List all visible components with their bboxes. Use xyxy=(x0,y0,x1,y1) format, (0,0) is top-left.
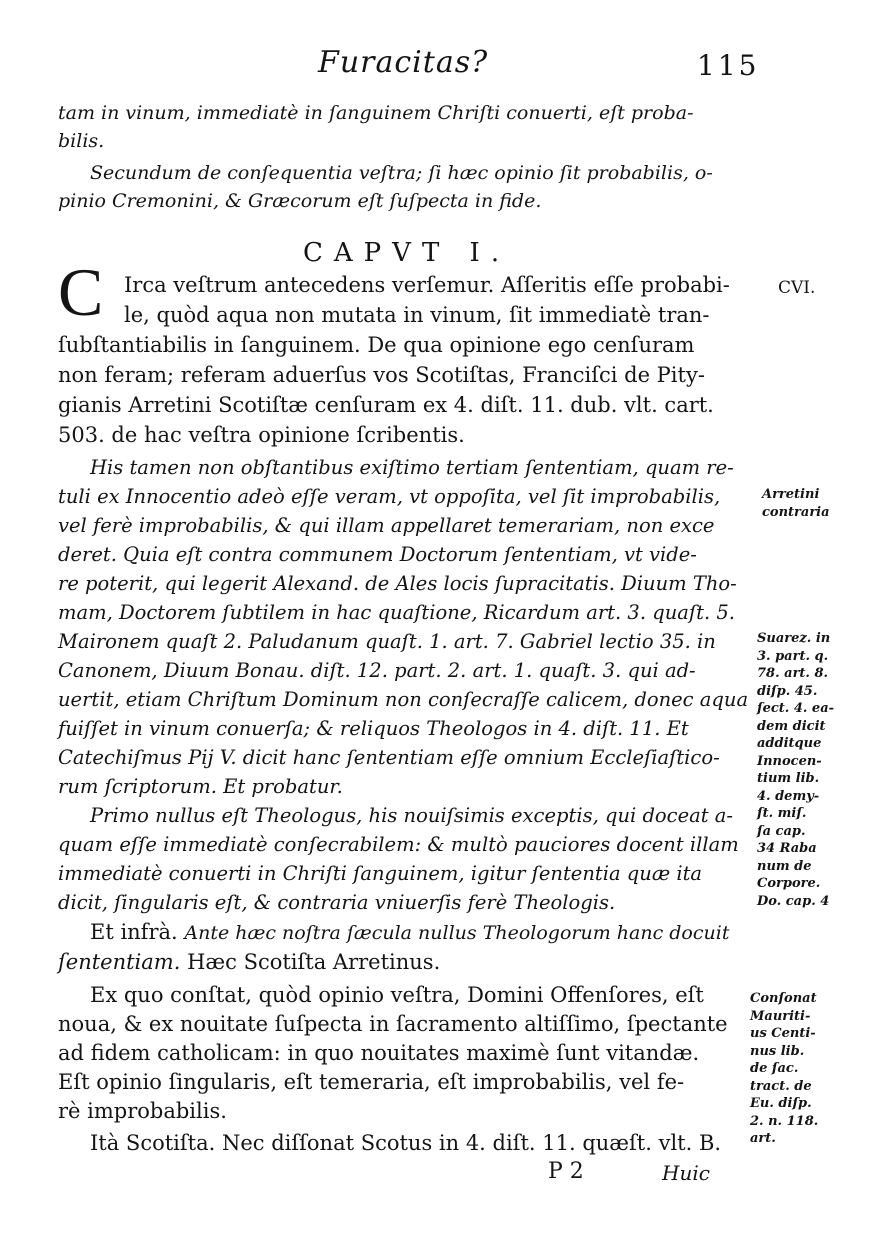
quote-line: dicit, ſingularis eſt, & contraria vniuerſis ferè Theologis. xyxy=(58,891,616,914)
infra-italic: ſententiam. xyxy=(58,950,181,974)
intro-line: pinio Cremonini, & Græcorum eſt ſuſpecta in fide. xyxy=(58,190,542,212)
intro-line: tam in vinum, immediatè in ſanguinem Chriſti conuerti, eſt proba- xyxy=(58,102,694,124)
infra-roman: Hæc Scotiſta Arretinus. xyxy=(187,950,441,974)
quote-line: immediatè conuerti in Chriſti ſanguinem, igitur ſententia quæ ita xyxy=(58,862,703,885)
quote-line: fuiſſet in vinum conuerſa; & reliquos Theologos in 4. diſt. 11. Et xyxy=(58,717,689,740)
margin-note-suarez: Suarez. in 3. part. q. 78. art. 8. diſp. 45. ſect. 4. ea- dem dicit additque Innocen- tium lib. 4. demy- ſt. miſ. ſa cap. 34 Raba num de Corpore. Do. cap. 4 xyxy=(757,631,835,909)
para2-line: Ità Scotiſta. Nec diſſonat Scotus in 4. diſt. 11. quæſt. vlt. B. xyxy=(90,1131,722,1155)
quote-line: uertit, etiam Chriſtum Dominum non conſecraſſe calicem, donec aqua xyxy=(58,688,749,711)
quote-line: mam, Doctorem ſubtilem in hac quaſtione, Ricardum art. 3. quaſt. 5. xyxy=(58,601,735,624)
quote-line: His tamen non obſtantibus exiſtimo tertiam ſententiam, quam re- xyxy=(90,456,734,479)
para1-line: le, quòd aqua non mutata in vinum, ſit immediatè tran- xyxy=(124,303,710,327)
margin-section-number: CVI. xyxy=(778,278,816,298)
para2-line: Eſt opinio ſingularis, eſt temeraria, eſt improbabilis, vel fe- xyxy=(58,1070,685,1094)
drop-cap: C xyxy=(58,254,104,330)
para1-line: ſubſtantiabilis in ſanguinem. De qua opinione ego cenſuram xyxy=(58,333,695,357)
infra-line xyxy=(90,922,729,943)
para1-line: gianis Arretini Scotiſtæ cenſuram ex 4. diſt. 11. dub. vlt. cart. xyxy=(58,393,714,417)
para2-line: noua, & ex nouitate ſuſpecta in ſacramento altiſſimo, ſpectante xyxy=(58,1012,728,1036)
margin-note-arretini: Arretini contraria xyxy=(762,487,830,520)
para1-line: non feram; referam aduerſus vos Scotiſtas, Franciſci de Pity- xyxy=(58,363,705,387)
quote-line: vel ferè improbabilis, & qui illam appellaret temerariam, non exce xyxy=(58,514,715,537)
quote-line: tuli ex Innocentio adeò eſſe veram, vt oppoſita, vel ſit improbabilis, xyxy=(58,485,721,508)
quote-line: re poterit, qui legerit Alexand. de Ales locis ſupracitatis. Diuum Tho- xyxy=(58,572,737,595)
para2-line: rè improbabilis. xyxy=(58,1099,227,1123)
para1-line: 503. de hac veſtra opinione ſcribentis. xyxy=(58,423,465,447)
quote-line: Maironem quaſt 2. Paludanum quaſt. 1. art. 7. Gabriel lectio 35. in xyxy=(58,630,716,653)
quote-line: rum ſcriptorum. Et probatur. xyxy=(58,775,343,798)
signature-mark: P 2 xyxy=(548,1159,584,1184)
intro-line: bilis. xyxy=(58,130,105,152)
intro-line: Secundum de conſequentia veſtra; ſi hæc opinio ſit probabilis, o- xyxy=(90,162,713,184)
quote-line: deret. Quia eſt contra communem Doctorum ſententiam, vt vide- xyxy=(58,543,697,566)
infra-italic: Ante hæc noſtra ſæcula nullus Theologorum hanc docuit xyxy=(184,922,730,944)
running-head-title: Furacitas? xyxy=(318,45,489,80)
chapter-heading: CAPVT I. xyxy=(303,238,511,268)
quote-line: quam eſſe immediatè conſecrabilem: & multò pauciores docent illam xyxy=(58,833,739,856)
quote-line: Primo nullus eſt Theologus, his nouiſsimis exceptis, qui doceat a- xyxy=(90,804,734,827)
infra-roman: Et infrà. xyxy=(90,920,178,944)
para1-line: Irca veſtrum antecedens verſemur. Aſſeritis eſſe probabi- xyxy=(124,273,730,297)
quote-line: Catechiſmus Pij V. dicit hanc ſententiam eſſe omnium Eccleſiaſtico- xyxy=(58,746,720,769)
quote-line: Canonem, Diuum Bonau. diſt. 12. part. 2. art. 1. quaſt. 3. qui ad- xyxy=(58,659,696,682)
infra-line xyxy=(58,952,440,973)
para2-line: Ex quo conſtat, quòd opinio veſtra, Domini Offenſores, eſt xyxy=(90,983,704,1007)
margin-note-consonat: Conſonat Mauriti- us Centi- nus lib. de ſac. tract. de Eu. diſp. 2. n. 118. art. xyxy=(750,991,819,1146)
catchword: Huic xyxy=(662,1161,710,1185)
para2-line: ad fidem catholicam: in quo nouitates maximè ſunt vitandæ. xyxy=(58,1041,700,1065)
page-number: 115 xyxy=(697,49,760,82)
